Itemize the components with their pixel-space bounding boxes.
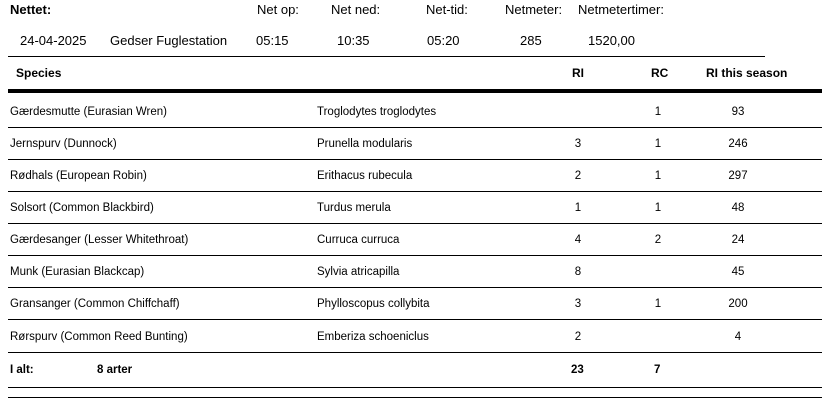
totals-label: I alt: [10,364,34,376]
net-op-label: Net op: [257,2,299,17]
nettet-label: Nettet: [10,2,52,17]
table-row [8,128,822,160]
ri-value: 2 [574,331,582,343]
season-value: 45 [731,266,745,278]
season-value: 297 [728,170,748,182]
netmetertimer-value: 1520,00 [588,33,635,48]
species-name: Solsort (Common Blackbird) [10,202,154,214]
net-op-value: 05:15 [256,33,289,48]
netmeter-label: Netmeter: [505,2,563,17]
totals-divider [8,387,822,388]
season-value: 246 [728,138,748,150]
table-row [8,160,822,192]
ri-value: 3 [574,138,582,150]
season-value: 24 [731,234,745,246]
table-row [8,288,822,320]
bottom-rule [8,397,822,398]
rc-value: 1 [654,202,662,214]
totals-rc: 7 [654,364,661,376]
latin-name: Sylvia atricapilla [317,266,400,278]
table-row [8,321,822,353]
latin-name: Erithacus rubecula [317,170,413,182]
rc-value: 1 [654,138,662,150]
net-tid-value: 05:20 [427,33,460,48]
species-name: Munk (Eurasian Blackcap) [10,266,145,278]
ri-value: 8 [574,266,582,278]
table-row [8,256,822,288]
season-value: 4 [734,331,742,343]
latin-name: Phylloscopus collybita [317,298,430,310]
col-ri: RI [572,66,584,80]
net-tid-label: Net-tid: [426,2,468,17]
season-value: 200 [728,298,748,310]
col-species: Species [16,66,62,80]
latin-name: Troglodytes troglodytes [317,106,437,118]
date-value: 24-04-2025 [20,33,87,48]
rc-value: 1 [654,106,662,118]
latin-name: Turdus merula [317,202,391,214]
ri-value: 1 [574,202,582,214]
row-divider [8,319,822,320]
totals-species-count: 8 arter [97,364,133,376]
totals-row [8,355,822,385]
ri-value: 3 [574,298,582,310]
col-ri-season: RI this season [706,66,788,80]
season-value: 48 [731,202,745,214]
species-name: Gransanger (Common Chiffchaff) [10,298,180,310]
table-row [8,192,822,224]
row-divider [8,352,822,353]
station-value: Gedser Fuglestation [110,33,228,48]
species-name: Rødhals (European Robin) [10,170,147,182]
ri-value: 2 [574,170,582,182]
net-ned-label: Net ned: [331,2,381,17]
ri-value: 4 [574,234,582,246]
rc-value: 1 [654,170,662,182]
table-row [8,96,822,128]
col-rc: RC [651,66,669,80]
species-name: Gærdesmutte (Eurasian Wren) [10,106,168,118]
netmeter-value: 285 [520,33,542,48]
species-name: Gærdesanger (Lesser Whitethroat) [10,234,189,246]
column-header-rule [8,89,822,93]
rc-value: 1 [654,298,662,310]
header-divider [8,56,765,57]
netmetertimer-label: Netmetertimer: [578,2,664,17]
totals-ri: 23 [571,364,584,376]
rc-value: 2 [654,234,662,246]
table-row [8,224,822,256]
net-ned-value: 10:35 [337,33,370,48]
species-name: Rørspurv (Common Reed Bunting) [10,331,188,343]
latin-name: Emberiza schoeniclus [317,331,429,343]
latin-name: Curruca curruca [317,234,400,246]
latin-name: Prunella modularis [317,138,413,150]
season-value: 93 [731,106,745,118]
species-name: Jernspurv (Dunnock) [10,138,117,150]
